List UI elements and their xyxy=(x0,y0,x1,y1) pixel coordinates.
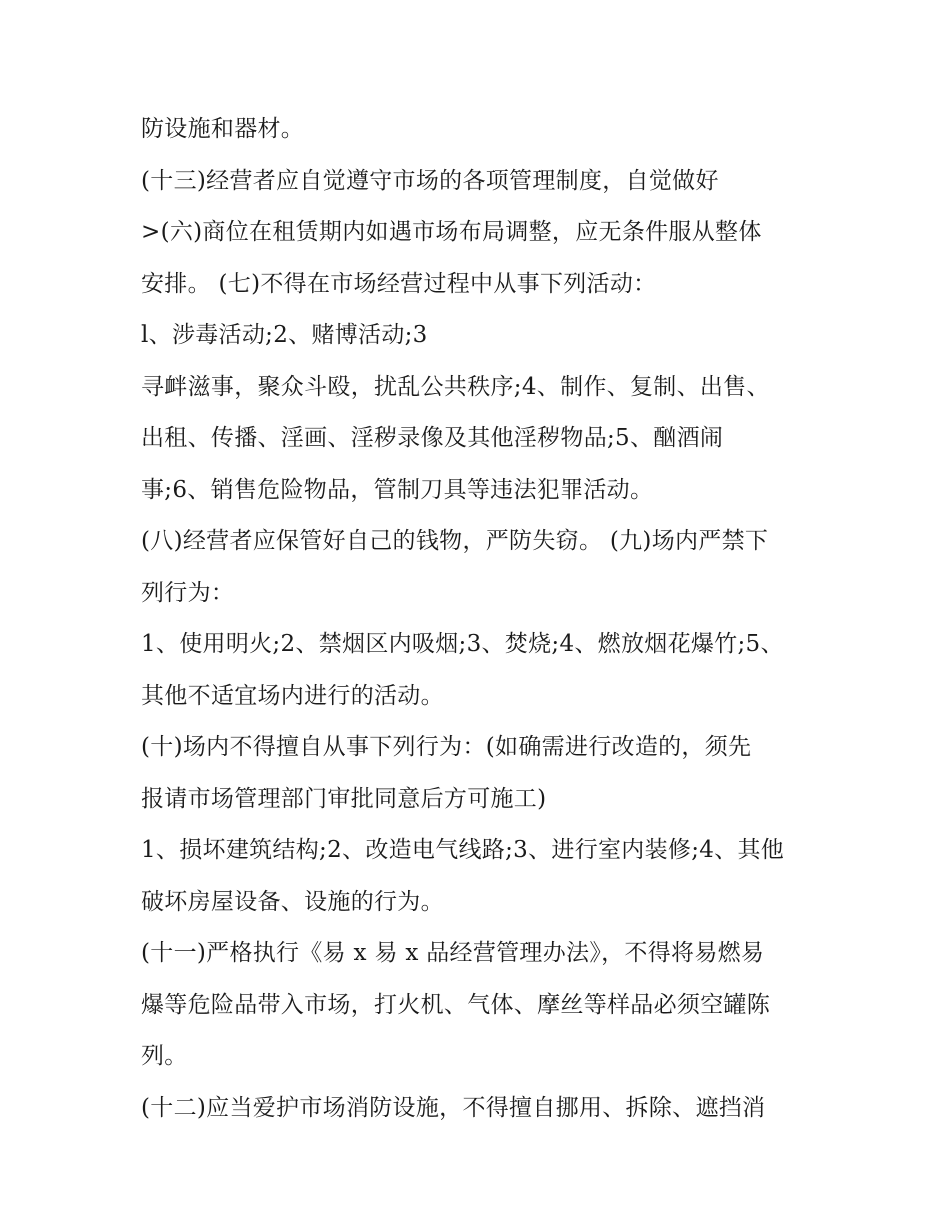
text-line: 列。 xyxy=(141,1043,188,1069)
text-line: (八)经营者应保管好自己的钱物，严防失窃。 (九)场内严禁下 xyxy=(141,528,769,554)
text-line: (十一)严格执行《易 x 易 x 品经营管理办法》，不得将易燃易 xyxy=(141,940,765,966)
text-line: 列行为： xyxy=(141,579,235,606)
text-line: 报请市场管理部门审批同意后方可施工) xyxy=(141,785,547,812)
text-line: 破坏房屋设备、设施的行为。 xyxy=(141,888,444,915)
text-line: 事;6、销售危险物品，管制刀具等违法犯罪活动。 xyxy=(141,476,654,503)
text-line: 1、损坏建筑结构;2、改造电气线路;3、进行室内装修;4、其他 xyxy=(141,837,785,863)
text-line: (十三)经营者应自觉遵守市场的各项管理制度，自觉做好 xyxy=(141,167,719,194)
text-line: 其他不适宜场内进行的活动。 xyxy=(141,682,444,709)
text-line: 安排。 (七)不得在市场经营过程中从事下列活动： xyxy=(141,270,657,297)
document-body xyxy=(141,104,821,1134)
text-line: 爆等危险品带入市场，打火机、气体、摩丝等样品必须空罐陈 xyxy=(141,991,771,1018)
text-line: l、涉毒活动;2、赌博活动;3 xyxy=(141,322,428,348)
text-line: 防设施和器材。 xyxy=(141,116,305,142)
text-line: (十二)应当爱护市场消防设施，不得擅自挪用、拆除、遮挡消 xyxy=(141,1094,766,1121)
text-line: 出租、传播、淫画、淫秽录像及其他淫秽物品;5、酗酒闹 xyxy=(141,425,724,451)
text-line: 1、使用明火;2、禁烟区内吸烟;3、焚烧;4、燃放烟花爆竹;5、 xyxy=(141,631,784,657)
text-line: 寻衅滋事，聚众斗殴，扰乱公共秩序;4、制作、复制、出售、 xyxy=(141,373,770,400)
text-line: >(六)商位在租赁期内如遇市场布局调整，应无条件服从整体 xyxy=(141,219,762,245)
text-line: (十)场内不得擅自从事下列行为：(如确需进行改造的，须先 xyxy=(141,734,752,760)
